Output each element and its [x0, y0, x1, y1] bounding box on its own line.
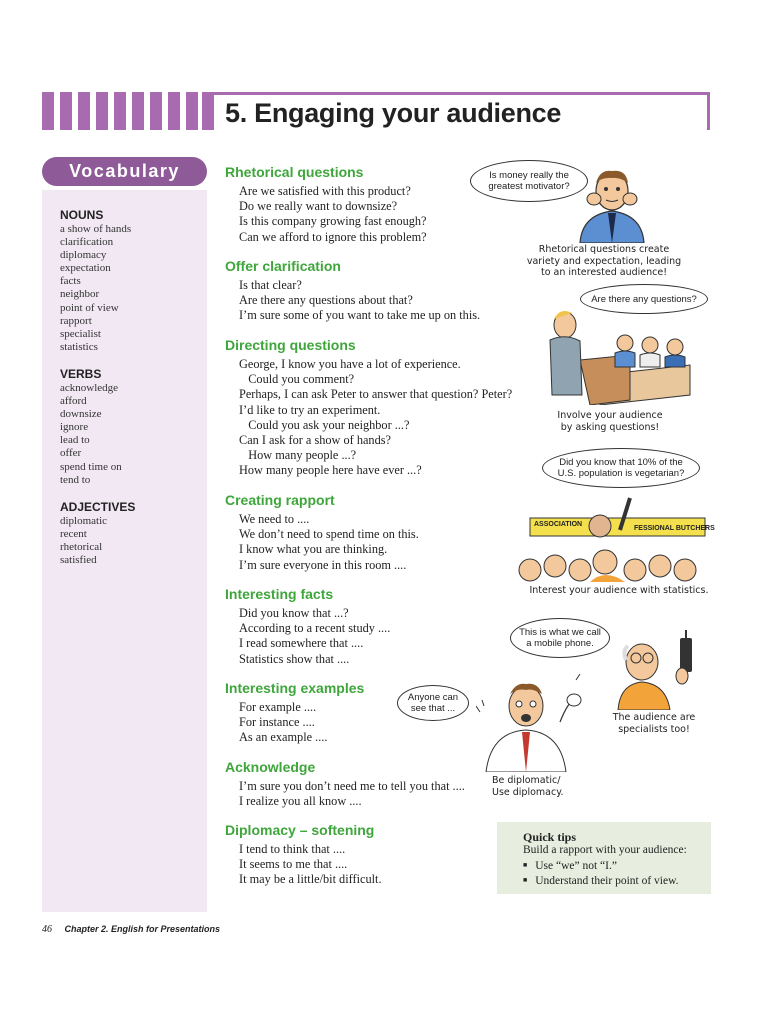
phrase-line: For example ....	[239, 700, 317, 714]
phrase-line: I know what you are thinking.	[239, 542, 388, 557]
phrase-line: Are we satisfied with this product?	[239, 184, 411, 198]
vocab-item: rhetorical	[60, 541, 103, 554]
vocab-item: neighbor	[60, 288, 100, 301]
phrase-line: How many people here have ever ...?	[239, 463, 422, 478]
phrase-line: I read somewhere that ....	[239, 636, 364, 651]
banner-text-left: ASSOCIATION	[534, 521, 583, 528]
section-heading: Creating rapport	[225, 492, 335, 508]
vocab-heading: ADJECTIVES	[60, 500, 136, 514]
section-heading: Interesting facts	[225, 586, 334, 602]
section-diplomacy-softening	[225, 822, 525, 888]
vocab-item: diplomatic	[60, 515, 108, 527]
section-interesting-facts	[225, 586, 525, 667]
caption-line: specialists too!	[618, 723, 690, 735]
vocab-group-nouns	[60, 208, 205, 354]
quick-tips-list	[523, 858, 679, 888]
vocab-item: ignore	[60, 421, 89, 434]
vocab-group-adjectives	[60, 500, 205, 567]
vocab-item: clarification	[60, 236, 114, 249]
phrase-line: It may be a little/bit difficult.	[239, 872, 382, 887]
phrase-line: Could you ask your neighbor ...?	[239, 417, 410, 432]
section-heading: Diplomacy – softening	[225, 822, 375, 838]
vocab-item: acknowledge	[60, 382, 119, 394]
phrase-line: How many people ...?	[239, 448, 357, 463]
phrase-line: Can we afford to ignore this problem?	[239, 229, 427, 244]
phrase-line: I’m sure everyone in this room ....	[239, 557, 407, 572]
caption-involve	[540, 410, 680, 433]
cartoon-surprised-man-icon	[476, 672, 586, 772]
vocabulary-title: Vocabulary	[42, 157, 207, 186]
section-heading: Directing questions	[225, 337, 356, 353]
quick-tips-intro: Build a rapport with your audience:	[523, 844, 687, 856]
quick-tip-item: ■ Use “we” not “I.”	[523, 858, 679, 873]
speech-bubble-statistics: Did you know that 10% of the U.S. population is vegetarian?	[542, 448, 700, 488]
section-heading: Rhetorical questions	[225, 164, 364, 180]
vocab-item: afford	[60, 395, 87, 408]
phrase-line: According to a recent study ....	[239, 621, 391, 636]
page-number: 46	[42, 924, 52, 935]
caption-rhetorical	[504, 244, 704, 279]
phrase-line: For instance ....	[239, 715, 315, 730]
caption-line: Involve your audience	[557, 410, 663, 421]
caption-statistics: Interest your audience with statistics.	[529, 585, 709, 596]
cartoon-man-phone-icon	[610, 630, 705, 710]
phrase-line: Are there any questions about that?	[239, 293, 413, 308]
vocab-item: offer	[60, 447, 82, 460]
vocab-group-verbs	[60, 367, 205, 487]
phrase-line: George, I know you have a lot of experience.	[239, 357, 461, 371]
phrase-line: Do we really want to downsize?	[239, 199, 398, 214]
phrase-line: Statistics show that ....	[239, 651, 350, 666]
phrase-line: Is that clear?	[239, 278, 302, 292]
vocab-item: recent	[60, 528, 87, 541]
caption-line: variety and expectation, leading	[526, 255, 682, 267]
phrase-line: As an example ....	[239, 730, 328, 745]
vocab-heading: NOUNS	[60, 208, 104, 222]
header-left-rule	[207, 92, 210, 130]
phrase-line: It seems to me that ....	[239, 857, 348, 872]
vocab-item: spend time on	[60, 460, 122, 473]
speech-bubble-money: Is money really the greatest motivator?	[470, 160, 588, 202]
caption-specialists	[604, 712, 704, 735]
vocab-item: rapport	[60, 314, 92, 327]
page-footer	[42, 924, 220, 935]
phrase-line: I’d like to try an experiment.	[239, 402, 381, 417]
caption-line: to an interested audience!	[540, 267, 667, 278]
vocab-item: a show of hands	[60, 223, 132, 235]
vocab-item: expectation	[60, 262, 111, 275]
phrase-line: Can I ask for a show of hands?	[239, 433, 391, 448]
vocab-item: facts	[60, 275, 81, 288]
speech-bubble-anyone: Anyone can see that ...	[397, 685, 469, 721]
page-title: 5. Engaging your audience	[225, 98, 562, 128]
caption-line: Use diplomacy.	[492, 786, 564, 798]
cartoon-thinking-man-icon	[572, 165, 652, 243]
vocab-item: tend to	[60, 473, 91, 486]
caption-line: Be diplomatic/	[492, 775, 561, 786]
quick-tip-item: ■ Understand their point of view.	[523, 873, 679, 888]
section-heading: Interesting examples	[225, 680, 365, 696]
vocab-item: point of view	[60, 301, 119, 314]
vocab-item: downsize	[60, 408, 102, 421]
phrase-line: I realize you all know ....	[239, 794, 362, 809]
phrase-line: We need to ....	[239, 512, 310, 526]
caption-line: The audience are	[612, 712, 696, 723]
section-heading: Acknowledge	[225, 759, 316, 775]
chapter-title: Chapter 2. English for Presentations	[64, 924, 221, 934]
section-directing-questions	[225, 337, 525, 479]
section-offer-clarification	[225, 258, 525, 324]
vocab-item: lead to	[60, 434, 90, 447]
phrase-line: We don’t need to spend time on this.	[239, 527, 419, 542]
caption-line: Rhetorical questions create	[538, 244, 670, 255]
quick-tips-box	[497, 822, 711, 894]
phrase-line: I’m sure you don’t need me to tell you that ....	[239, 779, 465, 793]
phrase-line: I’m sure some of you want to take me up on this.	[239, 308, 481, 323]
phrase-line: Did you know that ...?	[239, 606, 349, 620]
phrase-line: I tend to think that ....	[239, 842, 346, 856]
vocab-item: specialist	[60, 327, 101, 340]
speech-bubble-questions: Are there any questions?	[580, 284, 708, 314]
cartoon-presenter-audience-icon	[540, 305, 700, 405]
phrase-line: Could you comment?	[239, 372, 355, 387]
vocab-heading: VERBS	[60, 367, 102, 381]
caption-diplomatic	[492, 775, 567, 798]
banner-text-right: FESSIONAL BUTCHERS	[634, 525, 715, 532]
section-creating-rapport	[225, 492, 525, 573]
section-heading: Offer clarification	[225, 258, 341, 274]
header-right-rule	[707, 92, 710, 130]
header-bars-area	[42, 92, 207, 130]
phrase-line: Perhaps, I can ask Peter to answer that question? Peter?	[239, 387, 513, 402]
header-top-rule	[207, 92, 710, 95]
phrase-line: Is this company growing fast enough?	[239, 214, 427, 229]
cartoon-audience-banner-icon	[510, 490, 710, 582]
caption-line: by asking questions!	[560, 421, 660, 433]
speech-bubble-phone: This is what we call a mobile phone.	[510, 618, 610, 658]
vocab-item: satisfied	[60, 554, 97, 567]
quick-tips-title: Quick tips	[523, 830, 577, 844]
vocab-item: statistics	[60, 340, 98, 353]
vocab-item: diplomacy	[60, 249, 107, 262]
